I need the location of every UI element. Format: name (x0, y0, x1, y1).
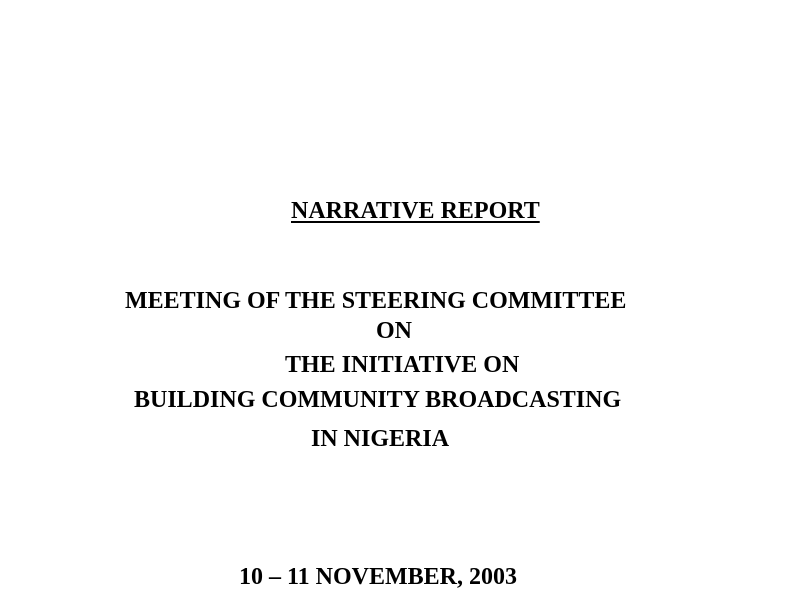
subtitle-line-nigeria: IN NIGERIA (311, 426, 450, 452)
subtitle-line-initiative: THE INITIATIVE ON (285, 352, 520, 378)
meeting-date: 10 – 11 NOVEMBER, 2003 (239, 564, 518, 590)
report-title: NARRATIVE REPORT (291, 198, 540, 224)
subtitle-line-broadcasting: BUILDING COMMUNITY BROADCASTING (134, 387, 622, 413)
subtitle-line-meeting: MEETING OF THE STEERING COMMITTEE (125, 288, 627, 314)
subtitle-line-on: ON (376, 318, 412, 344)
